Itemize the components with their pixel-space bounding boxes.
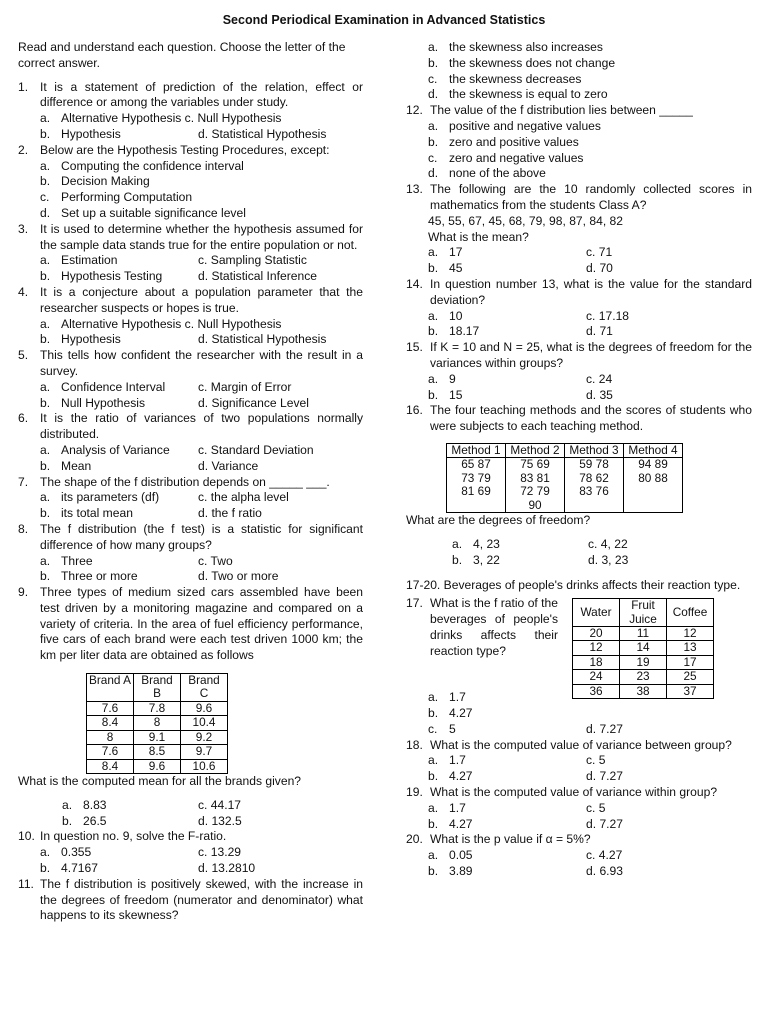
- option-text: c. 4.27: [586, 848, 623, 863]
- option-text: d. 7.27: [586, 721, 623, 736]
- table-row: [87, 701, 228, 715]
- option-row: [40, 174, 363, 190]
- option-row: [40, 380, 363, 396]
- option-letter: a.: [428, 753, 439, 768]
- table-row: [87, 730, 228, 744]
- table-cell: 8.4: [87, 716, 134, 730]
- table-cell: 9.6: [181, 701, 228, 715]
- table-header: Method 4: [624, 443, 683, 457]
- question-text: This tells how confident the researcher with the result in a survey.: [40, 348, 363, 378]
- option-row: [62, 798, 363, 814]
- option-letter: a.: [428, 245, 439, 260]
- option-row: [428, 753, 752, 769]
- option-text: Set up a suitable significance level: [61, 205, 246, 220]
- option-row: [428, 261, 752, 277]
- option-letter: d.: [428, 87, 439, 102]
- table-cell: 8: [87, 730, 134, 744]
- table-header: Brand C: [181, 674, 228, 702]
- option-row: [428, 56, 752, 72]
- table-cell: 65 87 73 79 81 69: [447, 458, 506, 513]
- option-letter: d.: [40, 205, 51, 220]
- option-row: [428, 166, 752, 182]
- question-10: [18, 829, 363, 845]
- option-letter: a.: [40, 379, 51, 394]
- option-text: 45: [449, 261, 463, 276]
- table-cell: 18: [573, 655, 620, 669]
- option-text: d. 3, 23: [588, 552, 629, 567]
- option-row: [40, 443, 363, 459]
- option-row: [40, 253, 363, 269]
- question-text: What is the computed value of variance between group?: [430, 737, 732, 752]
- option-letter: a.: [40, 553, 51, 568]
- option-text: c. Margin of Error: [198, 379, 292, 394]
- option-row: [40, 269, 363, 285]
- option-letter: b.: [452, 552, 463, 567]
- option-letter: b.: [428, 55, 439, 70]
- option-row: [428, 848, 752, 864]
- option-letter: b.: [40, 458, 51, 473]
- question-13: [406, 182, 752, 214]
- option-text: d. 71: [586, 324, 613, 339]
- question-12: [406, 103, 752, 119]
- table-cell: 23: [620, 670, 667, 684]
- option-row: [428, 722, 752, 738]
- option-row: [40, 490, 363, 506]
- option-row: [40, 569, 363, 585]
- option-letter: b.: [428, 261, 439, 276]
- option-text: Decision Making: [61, 174, 150, 189]
- option-letter: b.: [428, 863, 439, 878]
- option-text: 10: [449, 308, 463, 323]
- option-text: none of the above: [449, 166, 546, 181]
- question-number: 12.: [406, 103, 423, 118]
- question-9: [18, 585, 363, 664]
- option-row: [428, 817, 752, 833]
- table-header: Fruit Juice: [620, 599, 667, 627]
- table-header: Method 3: [565, 443, 624, 457]
- option-letter: b.: [62, 813, 73, 828]
- option-text: 4, 23: [473, 536, 500, 551]
- option-text: 4.27: [449, 769, 473, 784]
- option-text: c. 44.17: [198, 797, 242, 812]
- option-text: 18.17: [449, 324, 480, 339]
- table-row: [573, 684, 714, 698]
- question-followup: What is the computed mean for all the brands given?: [18, 773, 302, 788]
- question-number: 9.: [18, 585, 29, 600]
- option-text: Mean: [61, 458, 92, 473]
- table-cell: 8.4: [87, 759, 134, 773]
- question-8: [18, 522, 363, 554]
- table-row: [87, 745, 228, 759]
- question-text: It is used to determine whether the hypothesis assumed for the sample data stands true for the entire population or not.: [40, 221, 363, 252]
- option-text: the skewness decreases: [449, 71, 582, 86]
- option-row: [40, 506, 363, 522]
- option-text: c. 17.18: [586, 308, 630, 323]
- option-text: 9: [449, 371, 456, 386]
- option-row: [452, 537, 752, 553]
- instructions: Read and understand each question. Choose the letter of the correct answer.: [18, 40, 346, 70]
- question-text: It is a statement of prediction of the relation, effect or difference or among the variables under study.: [40, 79, 363, 110]
- question-number: 3.: [18, 221, 29, 236]
- question-17: [406, 596, 558, 659]
- table-row: [87, 759, 228, 773]
- option-row: [40, 554, 363, 570]
- table-header: Brand B: [134, 674, 181, 702]
- question-number: 13.: [406, 182, 423, 197]
- option-letter: d.: [428, 166, 439, 181]
- question-text: What is the computed value of variance within group?: [430, 784, 718, 799]
- option-letter: a.: [40, 316, 51, 331]
- option-text: 15: [449, 387, 463, 402]
- question-1: [18, 80, 363, 112]
- question-11: [18, 877, 363, 924]
- option-text: 17: [449, 245, 463, 260]
- table-cell: 7.6: [87, 745, 134, 759]
- question-followup: What are the degrees of freedom?: [406, 512, 591, 527]
- option-letter: a.: [40, 253, 51, 268]
- option-row: [40, 111, 363, 127]
- option-letter: a.: [40, 845, 51, 860]
- table-cell: 20: [573, 626, 620, 640]
- option-letter: b.: [428, 769, 439, 784]
- option-text: Alternative Hypothesis c. Null Hypothesis: [61, 111, 282, 126]
- option-text: c. Sampling Statistic: [198, 253, 307, 268]
- option-row: [428, 119, 752, 135]
- table-cell: 7.8: [134, 701, 181, 715]
- table-cell: 8: [134, 716, 181, 730]
- option-text: 0.05: [449, 848, 473, 863]
- option-text: d. Significance Level: [198, 395, 309, 410]
- option-letter: b.: [428, 387, 439, 402]
- table-row: [87, 716, 228, 730]
- option-text: c. 13.29: [198, 845, 242, 860]
- section-intro: 17-20. Beverages of people's drinks affects their reaction type.: [406, 578, 741, 593]
- option-text: Null Hypothesis: [61, 395, 146, 410]
- table-cell: 17: [667, 655, 714, 669]
- option-row: [428, 151, 752, 167]
- question-text: The four teaching methods and the scores of students who were subjects to each teaching method.: [430, 403, 752, 434]
- table-cell: 9.2: [181, 730, 228, 744]
- option-text: d. the f ratio: [198, 506, 262, 521]
- question-number: 4.: [18, 284, 29, 299]
- option-text: c. 71: [586, 245, 613, 260]
- option-text: Hypothesis: [61, 126, 121, 141]
- question-text: It is a conjecture about a population parameter that the researcher suspects or hopes is true.: [40, 284, 363, 315]
- question-text: In question no. 9, solve the F-ratio.: [40, 829, 227, 844]
- option-letter: b.: [40, 860, 51, 875]
- option-row: [428, 864, 752, 880]
- option-text: d. 13.2810: [198, 860, 256, 875]
- option-row: [40, 332, 363, 348]
- question-15: [406, 340, 752, 372]
- option-text: the skewness also increases: [449, 40, 603, 54]
- option-letter: b.: [428, 816, 439, 831]
- option-text: 4.7167: [61, 860, 98, 875]
- table-cell: 36: [573, 684, 620, 698]
- option-letter: a.: [40, 158, 51, 173]
- option-letter: a.: [428, 371, 439, 386]
- option-letter: a.: [40, 490, 51, 505]
- option-letter: a.: [428, 848, 439, 863]
- question-18: [406, 738, 752, 754]
- question-text: The f distribution (the f test) is a statistic for significant difference of how many groups?: [40, 521, 363, 552]
- question-number: 5.: [18, 348, 29, 363]
- option-row: [40, 396, 363, 412]
- option-letter: a.: [428, 118, 439, 133]
- brand-table: [86, 673, 228, 774]
- question-number: 14.: [406, 276, 423, 291]
- table-header: Brand A: [87, 674, 134, 702]
- option-text: Estimation: [61, 253, 118, 268]
- option-text: 26.5: [83, 813, 107, 828]
- question-5: [18, 348, 363, 380]
- option-letter: a.: [40, 442, 51, 457]
- option-letter: c.: [428, 150, 438, 165]
- question-text: If K = 10 and N = 25, what is the degrees of freedom for the variances within groups?: [430, 340, 752, 370]
- option-text: d. Two or more: [198, 569, 279, 584]
- question-20: [406, 832, 752, 848]
- option-row: [40, 845, 363, 861]
- option-text: 3.89: [449, 863, 473, 878]
- question-2: [18, 143, 363, 159]
- option-text: c. the alpha level: [198, 490, 289, 505]
- table-row: [573, 641, 714, 655]
- option-text: 5: [449, 721, 456, 736]
- table-row: [573, 670, 714, 684]
- option-text: Hypothesis: [61, 332, 121, 347]
- option-letter: a.: [428, 40, 439, 54]
- option-text: Computing the confidence interval: [61, 158, 244, 173]
- table-cell: 7.6: [87, 701, 134, 715]
- option-text: Analysis of Variance: [61, 442, 170, 457]
- question-number: 2.: [18, 142, 29, 157]
- option-text: 3, 22: [473, 552, 500, 567]
- question-number: 17.: [406, 596, 423, 611]
- table-cell: 13: [667, 641, 714, 655]
- option-row: [428, 324, 752, 340]
- table-cell: 25: [667, 670, 714, 684]
- option-text: zero and negative values: [449, 150, 584, 165]
- option-text: c. 4, 22: [588, 536, 628, 551]
- question-number: 20.: [406, 832, 423, 847]
- option-row: [428, 40, 752, 56]
- option-text: Alternative Hypothesis c. Null Hypothesis: [61, 316, 282, 331]
- option-text: d. 6.93: [586, 863, 623, 878]
- option-text: d. 7.27: [586, 816, 623, 831]
- table-cell: 24: [573, 670, 620, 684]
- question-number: 10.: [18, 829, 35, 844]
- option-row: [428, 801, 752, 817]
- option-text: d. Statistical Hypothesis: [198, 332, 327, 347]
- option-row: [428, 245, 752, 261]
- option-text: c. 5: [586, 753, 606, 768]
- exam-title: Second Periodical Examination in Advanced Statistics: [222, 13, 546, 27]
- option-text: its total mean: [61, 506, 133, 521]
- question-text: Three types of medium sized cars assembled have been test driven by a monitoring magazine and compared on a variety of criteria. In the area of fuel efficiency performance, five cars of each brand were each test driven 1000 km; the km per liter data are obtained as follows: [40, 585, 363, 663]
- option-letter: c.: [428, 71, 438, 86]
- option-text: c. 24: [586, 371, 613, 386]
- option-row: [40, 317, 363, 333]
- option-text: Three or more: [61, 569, 138, 584]
- question-text: What is the p value if α = 5%?: [430, 832, 591, 847]
- option-text: d. 35: [586, 387, 613, 402]
- table-header: Method 1: [447, 443, 506, 457]
- table-header: Water: [573, 599, 620, 627]
- option-letter: a.: [452, 536, 463, 551]
- option-text: Hypothesis Testing: [61, 269, 163, 284]
- question-number: 8.: [18, 521, 29, 536]
- method-table: [446, 443, 683, 513]
- option-letter: a.: [428, 800, 439, 815]
- question-text: The shape of the f distribution depends on _____ ___.: [40, 474, 330, 489]
- option-row: [428, 372, 752, 388]
- option-text: d. 132.5: [198, 813, 242, 828]
- option-letter: c.: [40, 190, 50, 205]
- question-followup: What is the mean?: [428, 229, 529, 244]
- option-row: [452, 553, 752, 569]
- option-text: d. 7.27: [586, 769, 623, 784]
- option-row: [40, 459, 363, 475]
- table-header: Method 2: [506, 443, 565, 457]
- option-letter: a.: [428, 308, 439, 323]
- table-cell: 9.6: [134, 759, 181, 773]
- option-letter: b.: [40, 506, 51, 521]
- option-text: d. Variance: [198, 458, 259, 473]
- option-letter: a.: [62, 797, 73, 812]
- option-text: 8.83: [83, 797, 107, 812]
- question-text: The value of the f distribution lies between _____: [430, 103, 693, 118]
- option-letter: b.: [428, 705, 439, 720]
- table-cell: 94 89 80 88: [624, 458, 683, 513]
- table-cell: 8.5: [134, 745, 181, 759]
- option-row: [428, 388, 752, 404]
- option-row: [62, 814, 363, 830]
- beverage-table: [572, 598, 714, 699]
- option-letter: b.: [428, 134, 439, 149]
- option-text: 0.355: [61, 845, 92, 860]
- question-number: 6.: [18, 411, 29, 426]
- table-row: [447, 458, 683, 513]
- question-text: It is the ratio of variances of two populations normally distributed.: [40, 411, 363, 442]
- option-letter: b.: [40, 269, 51, 284]
- table-row: [573, 655, 714, 669]
- option-text: Three: [61, 553, 93, 568]
- option-row: [40, 127, 363, 143]
- option-text: c. Standard Deviation: [198, 442, 314, 457]
- option-text: d. Statistical Inference: [198, 269, 317, 284]
- question-7: [18, 475, 363, 491]
- table-cell: 9.7: [181, 745, 228, 759]
- table-cell: 9.1: [134, 730, 181, 744]
- table-cell: 10.4: [181, 716, 228, 730]
- table-cell: 14: [620, 641, 667, 655]
- question-19: [406, 785, 752, 801]
- question-number: 1.: [18, 79, 29, 94]
- option-text: 1.7: [449, 800, 466, 815]
- question-text: The following are the 10 randomly collected scores in mathematics from the students Class A?: [430, 182, 752, 212]
- question-number: 16.: [406, 403, 423, 418]
- question-6: [18, 411, 363, 443]
- question-number: 7.: [18, 474, 29, 489]
- option-text: its parameters (df): [61, 490, 160, 505]
- table-header: Coffee: [667, 599, 714, 627]
- option-row: [428, 706, 752, 722]
- option-row: [428, 87, 752, 103]
- option-text: zero and positive values: [449, 134, 579, 149]
- option-row: [428, 72, 752, 88]
- right-column: [406, 40, 752, 880]
- table-cell: 37: [667, 684, 714, 698]
- score-list: 45, 55, 67, 45, 68, 79, 98, 87, 84, 82: [428, 213, 623, 228]
- option-row: [40, 190, 363, 206]
- option-letter: a.: [428, 690, 439, 705]
- option-row: [428, 135, 752, 151]
- option-text: the skewness does not change: [449, 55, 616, 70]
- table-cell: 75 69 83 81 72 79 90: [506, 458, 565, 513]
- option-letter: b.: [40, 126, 51, 141]
- question-3: [18, 222, 363, 254]
- option-text: Performing Computation: [61, 190, 193, 205]
- table-cell: 19: [620, 655, 667, 669]
- option-row: [428, 769, 752, 785]
- option-row: [428, 309, 752, 325]
- table-cell: 11: [620, 626, 667, 640]
- question-number: 19.: [406, 784, 423, 799]
- left-column: [18, 40, 363, 924]
- question-number: 18.: [406, 737, 423, 752]
- option-letter: b.: [40, 569, 51, 584]
- option-text: 4.27: [449, 816, 473, 831]
- table-row: [573, 626, 714, 640]
- table-cell: 12: [573, 641, 620, 655]
- question-text: Below are the Hypothesis Testing Procedures, except:: [40, 142, 330, 157]
- question-number: 11.: [18, 876, 34, 891]
- option-text: 1.7: [449, 690, 466, 705]
- table-cell: 12: [667, 626, 714, 640]
- option-letter: b.: [40, 332, 51, 347]
- question-number: 15.: [406, 340, 423, 355]
- option-letter: a.: [40, 111, 51, 126]
- option-letter: b.: [40, 395, 51, 410]
- table-cell: 38: [620, 684, 667, 698]
- option-text: c. 5: [586, 800, 606, 815]
- option-letter: b.: [428, 324, 439, 339]
- option-text: d. 70: [586, 261, 613, 276]
- question-text: What is the f ratio of the beverages of people's drinks affects their reaction type?: [430, 596, 558, 658]
- question-text: In question number 13, what is the value for the standard deviation?: [430, 276, 752, 307]
- option-text: c. Two: [198, 553, 233, 568]
- option-text: 1.7: [449, 753, 466, 768]
- option-text: 4.27: [449, 705, 473, 720]
- option-row: [40, 159, 363, 175]
- question-4: [18, 285, 363, 317]
- option-row: [40, 861, 363, 877]
- question-14: [406, 277, 752, 309]
- table-cell: 10.6: [181, 759, 228, 773]
- option-letter: c.: [428, 721, 438, 736]
- option-row: [40, 206, 363, 222]
- option-text: the skewness is equal to zero: [449, 87, 608, 102]
- option-text: positive and negative values: [449, 118, 601, 133]
- option-text: d. Statistical Hypothesis: [198, 126, 327, 141]
- option-text: Confidence Interval: [61, 379, 166, 394]
- question-16: [406, 403, 752, 435]
- question-text: The f distribution is positively skewed, with the increase in the degrees of freedom (numerator and denominator) what happens to its skewness?: [40, 876, 363, 923]
- option-letter: b.: [40, 174, 51, 189]
- table-cell: 59 78 78 62 83 76: [565, 458, 624, 513]
